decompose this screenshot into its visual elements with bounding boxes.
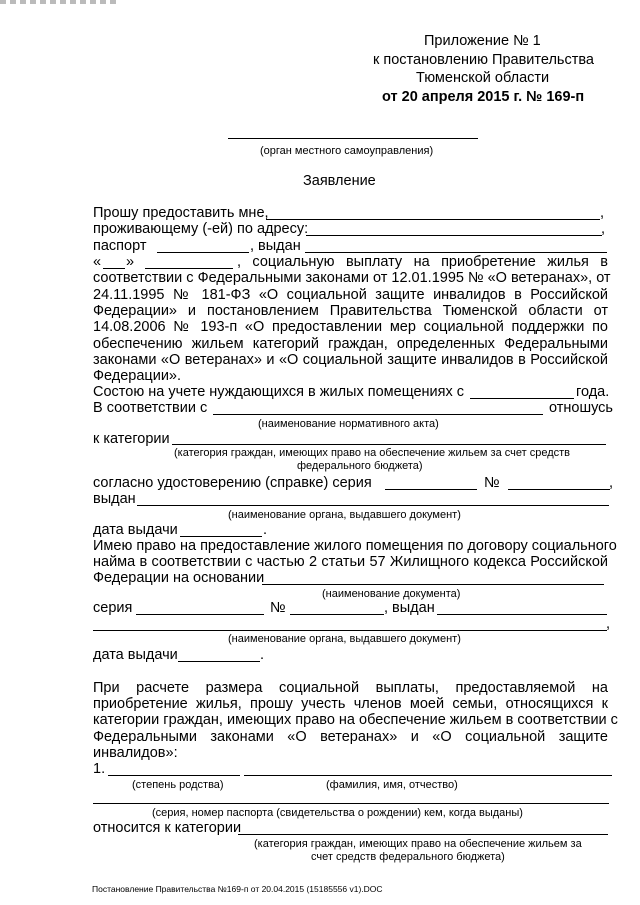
request-label: Прошу предоставить мне, [93, 205, 269, 221]
issuer-caption: (наименование органа, выдавшего документ) [228, 633, 461, 645]
issuer-caption: (наименование органа, выдавшего документ) [228, 509, 461, 521]
passport-number-field[interactable] [157, 252, 249, 253]
certificate-label: согласно удостоверению (справке) серия [93, 475, 372, 491]
document-title: Заявление [303, 173, 376, 189]
certificate-number-field[interactable] [508, 489, 610, 490]
passport-label: паспорт [93, 238, 147, 254]
member-fullname-field[interactable] [244, 775, 612, 776]
issued-label: , выдан [384, 600, 435, 616]
member-number: 1. [93, 761, 106, 777]
applicant-name-field[interactable] [266, 219, 600, 220]
authority-caption: (орган местного самоуправления) [260, 145, 434, 157]
basis-date-field[interactable] [178, 661, 260, 662]
comma: , [606, 616, 611, 632]
accordance-label: В соответствии с [93, 400, 208, 416]
body-text: категории граждан, имеющих право на обеспечение жильем в соответствии с [93, 712, 618, 728]
document-footer: Постановление Правительства №169-п от 20.04.2015 (15185556 v1).DOC [92, 884, 383, 894]
address-label: проживающему (-ей) по адресу: [93, 221, 309, 237]
open-quote: « [93, 254, 102, 270]
passport-month-year-field[interactable] [145, 268, 233, 269]
comma: , [600, 205, 605, 221]
authority-field[interactable] [228, 138, 478, 139]
close-quote: » [126, 254, 135, 270]
number-sign: № [270, 600, 286, 616]
passport-day-field[interactable] [103, 268, 125, 269]
belongs-label: отношусь [549, 400, 613, 416]
member-category-field[interactable] [238, 834, 608, 835]
body-text: инвалидов»: [93, 745, 178, 761]
member-category-label: относится к категории [93, 820, 242, 836]
series-label: серия [93, 600, 133, 616]
basis-series-field[interactable] [136, 614, 264, 615]
dot: . [260, 647, 265, 663]
header-date-number: от 20 апреля 2015 г. № 169-п [382, 89, 585, 105]
issued-by-label: выдан [93, 491, 136, 507]
body-text: 24.11.1995 № 181-ФЗ «О социальной защите инвалидов в Российской [93, 287, 608, 303]
body-text: Федерации» и постановлением Правительства Тюменской области от [93, 303, 608, 319]
body-text: найма в соответствии с частью 2 статьи 57 Жилищного кодекса Российской [93, 554, 608, 570]
basis-issuer-field[interactable] [437, 614, 607, 615]
fullname-caption: (фамилия, имя, отчество) [326, 779, 458, 791]
body-text: , социальную выплату на приобретение жилья в [237, 254, 608, 270]
document-caption: (наименование документа) [322, 588, 461, 600]
basis-issuer-field-cont[interactable] [93, 630, 607, 631]
member-category-caption-cont: счет средств федерального бюджета) [311, 851, 505, 863]
body-text: Федерации». [93, 368, 182, 384]
normative-act-field[interactable] [213, 414, 543, 415]
scan-edge-mark [0, 0, 120, 4]
kinship-field[interactable] [108, 775, 240, 776]
body-text: приобретение жилья, прошу учесть членов моей семьи, относящихся к [93, 696, 608, 712]
certificate-issuer-field[interactable] [137, 505, 609, 506]
issue-date-label: дата выдачи [93, 647, 178, 663]
body-text: обеспечению жильем категорий граждан, определенных Федеральными [93, 336, 608, 352]
basis-number-field[interactable] [290, 614, 384, 615]
header-region: Тюменской области [416, 70, 550, 86]
address-field[interactable] [306, 235, 602, 236]
basis-document-field[interactable] [262, 584, 604, 585]
member-category-caption: (категория граждан, имеющих право на обеспечение жильем за [254, 838, 582, 850]
member-passport-field[interactable] [93, 803, 609, 804]
body-text: Имею право на предоставление жилого помещения по договору социального [93, 538, 617, 554]
body-text: законами «О ветеранах» и «О социальной защите инвалидов в Российской [93, 352, 608, 368]
category-label: к категории [93, 431, 170, 447]
appendix-label: Приложение № 1 [424, 33, 541, 49]
kinship-caption: (степень родства) [132, 779, 224, 791]
category-field[interactable] [172, 444, 606, 445]
number-sign: № [484, 475, 500, 491]
passport-issuer-field[interactable] [305, 252, 607, 253]
body-text: соответствии с Федеральными законами от 12.01.1995 № «О ветеранах», от [93, 270, 611, 286]
body-text: Федеральными законами «О ветеранах» и «О социальной защите [93, 729, 608, 745]
category-caption: (категория граждан, имеющих право на обеспечение жильем за счет средств [174, 447, 570, 459]
year-label: года. [576, 384, 610, 400]
body-text: При расчете размера социальной выплаты, предоставляемой на [93, 680, 608, 696]
normative-act-caption: (наименование нормативного акта) [258, 418, 439, 430]
comma: , [601, 221, 606, 237]
body-text: 14.08.2006 № 193-п «О предоставлении мер социальной поддержки по [93, 319, 608, 335]
issue-date-label: дата выдачи [93, 522, 178, 538]
header-decree: к постановлению Правительства [373, 52, 594, 68]
certificate-series-field[interactable] [385, 489, 477, 490]
comma: , [609, 475, 614, 491]
certificate-date-field[interactable] [180, 536, 262, 537]
basis-label: Федерации на основании [93, 570, 265, 586]
issued-label: , выдан [250, 238, 301, 254]
passport-caption: (серия, номер паспорта (свидетельства о рождении) кем, когда выданы) [152, 807, 523, 819]
registered-label: Состою на учете нуждающихся в жилых помещениях с [93, 384, 465, 400]
category-caption-cont: федерального бюджета) [297, 460, 423, 472]
registered-since-field[interactable] [470, 398, 574, 399]
dot: . [263, 522, 268, 538]
